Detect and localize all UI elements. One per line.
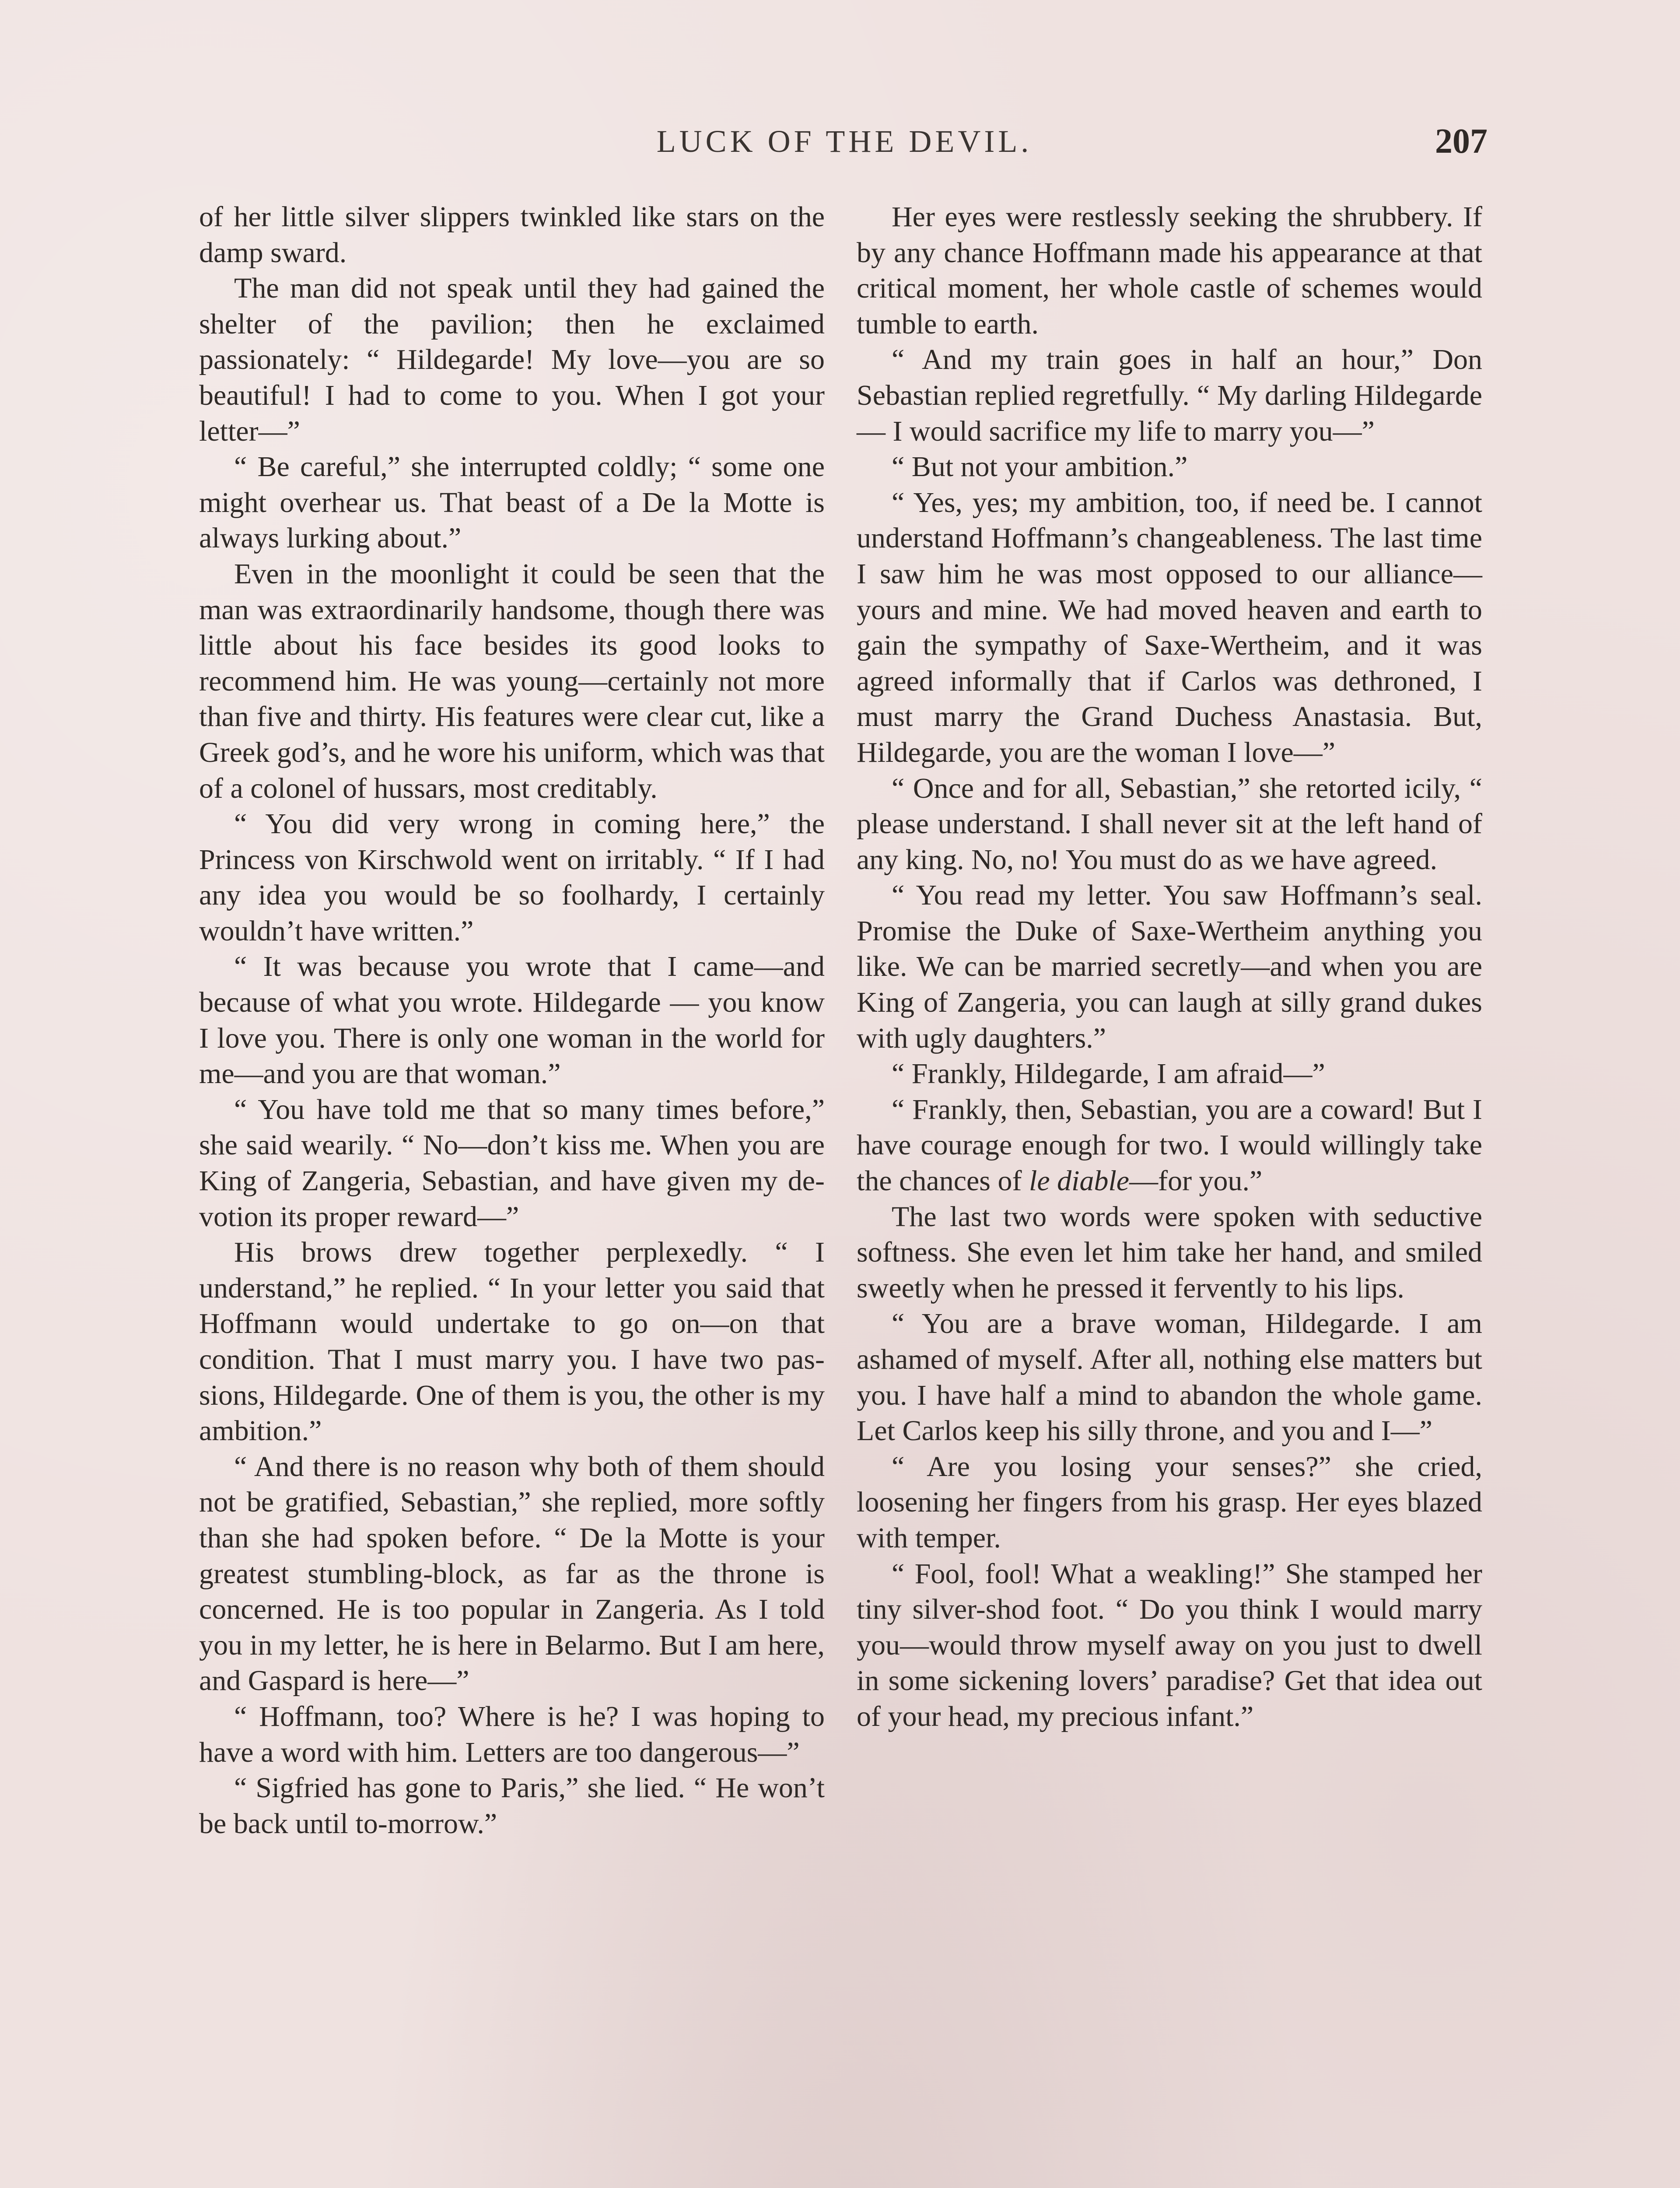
paragraph: Her eyes were restlessly seeking the shrubbery. If by any chance Hoffmann made his appearance at that critical moment, her whole castle of schemes would tumble to earth. xyxy=(857,201,1482,340)
paragraph: “ It was because you wrote that I came—and because of what you wrote. Hildegarde — you know I love you. There is only one woman in the world for me—and you are that woman.” xyxy=(199,950,825,1090)
paragraph: of her little silver slippers twinkled like stars on the damp sward. xyxy=(199,201,825,269)
right-column xyxy=(857,199,1482,1735)
page-header xyxy=(201,117,1488,165)
paragraph: “ You have told me that so many times before,” she said wearily. “ No—don’t kiss me. When you are King of Zangeria, Sebastian, and have given my devotion its proper reward—” xyxy=(199,1093,825,1233)
paragraph: His brows drew together perplexedly. “ I understand,” he replied. “ In your letter you said that Hoffmann would undertake to go on—on that condition. That I must marry you. I have two passions, Hildegarde. One of them is you, the other is my ambition.” xyxy=(199,1236,825,1447)
paragraph: The last two words were spoken with seductive softness. She even let him take her hand, and smiled sweetly when he pressed it fervently to his lips. xyxy=(857,1200,1482,1304)
paragraph: “ Sigfried has gone to Paris,” she lied. “ He won’t be back until to-morrow.” xyxy=(199,1772,825,1840)
paragraph: “ And there is no reason why both of them should not be gratified, Sebastian,” she replied, more softly than she had spoken before. “ De la Motte is your greatest stumbling-block, as far as the throne is concerned. He is too popular in Zangeria. As I told you in my letter, he is here in Belarmo. But I am here, and Gaspard is here—” xyxy=(199,1450,825,1697)
paragraph: The man did not speak until they had gained the shelter of the pavilion; then he exclaimed passionately: “ Hildegarde! My love—you are so beautiful! I had to come to you. When I got your letter—” xyxy=(199,272,825,447)
paragraph: “ Are you losing your senses?” she cried, loosening her fingers from his grasp. Her eyes blazed with temper. xyxy=(857,1450,1482,1554)
page-number: 207 xyxy=(1435,122,1488,161)
paragraph: “ Yes, yes; my ambition, too, if need be. I cannot understand Hoffmann’s changeableness. The last time I saw him he was most opposed to our alliance—yours and mine. We had moved heaven and earth to gain the sympathy of Saxe-Wertheim, and it was agreed informally that if Carlos was dethroned, I must marry the Grand Duchess Anastasia. But, Hildegarde, you are the woman I love—” xyxy=(857,486,1482,768)
paragraph: “ You read my letter. You saw Hoffmann’s seal. Promise the Duke of Saxe-Wertheim anything you like. We can be married secretly—and when you are King of Zangeria, you can laugh at silly grand dukes with ugly daughters.” xyxy=(857,879,1482,1054)
paragraph: “ Be careful,” she interrupted coldly; “ some one might overhear us. That beast of a De la Motte is always lurking about.” xyxy=(199,451,825,554)
running-title: LUCK OF THE DEVIL. xyxy=(656,124,1032,159)
paragraph: “ Once and for all, Sebastian,” she retorted icily, “ please understand. I shall never sit at the left hand of any king. No, no! You must do as we have agreed. xyxy=(857,772,1482,876)
paragraph: “ But not your ambition.” xyxy=(892,451,1188,483)
paragraph: “ And my train goes in half an hour,” Don Sebastian replied regretfully. “ My darling Hildegarde — I would sacrifice my life to marry you—” xyxy=(857,344,1482,447)
paragraph: Even in the moonlight it could be seen that the man was extraordinarily handsome, though there was little about his face besides its good looks to recommend him. He was young—certainly not more than five and thirty. His features were clear cut, like a Greek god’s, and he wore his uniform, which was that of a colonel of hussars, most creditably. xyxy=(199,558,825,804)
paragraph: “ Hoffmann, too? Where is he? I was hoping to have a word with him. Letters are too dangerous—” xyxy=(199,1700,825,1768)
left-column xyxy=(199,199,825,1841)
paragraph: “ Fool, fool! What a weakling!” She stamped her tiny silver-shod foot. “ Do you think I would marry you—would throw myself away on you just to dwell in some sickening lovers’ paradise? Get that idea out of your head, my precious infant.” xyxy=(857,1557,1482,1732)
paragraph: “ Frankly, Hildegarde, I am afraid—” xyxy=(892,1058,1325,1090)
text-run: “ Frankly, then, Sebastian, you are a coward! But I have courage enough for two. I would willingly take the chances of xyxy=(857,1093,1482,1197)
paragraph: “ You did very wrong in coming here,” the Princess von Kirschwold went on irritably. “ If I had any idea you would be so foolhardy, I certainly wouldn’t have written.” xyxy=(199,808,825,947)
paragraph xyxy=(857,1092,1482,1199)
text-run: —for you.” xyxy=(1129,1165,1263,1197)
italic-phrase: le diable xyxy=(1029,1165,1130,1197)
paragraph: “ You are a brave woman, Hildegarde. I am ashamed of myself. After all, nothing else matters but you. I have half a mind to abandon the whole game. Let Carlos keep his silly throne, and you and I—” xyxy=(857,1308,1482,1447)
